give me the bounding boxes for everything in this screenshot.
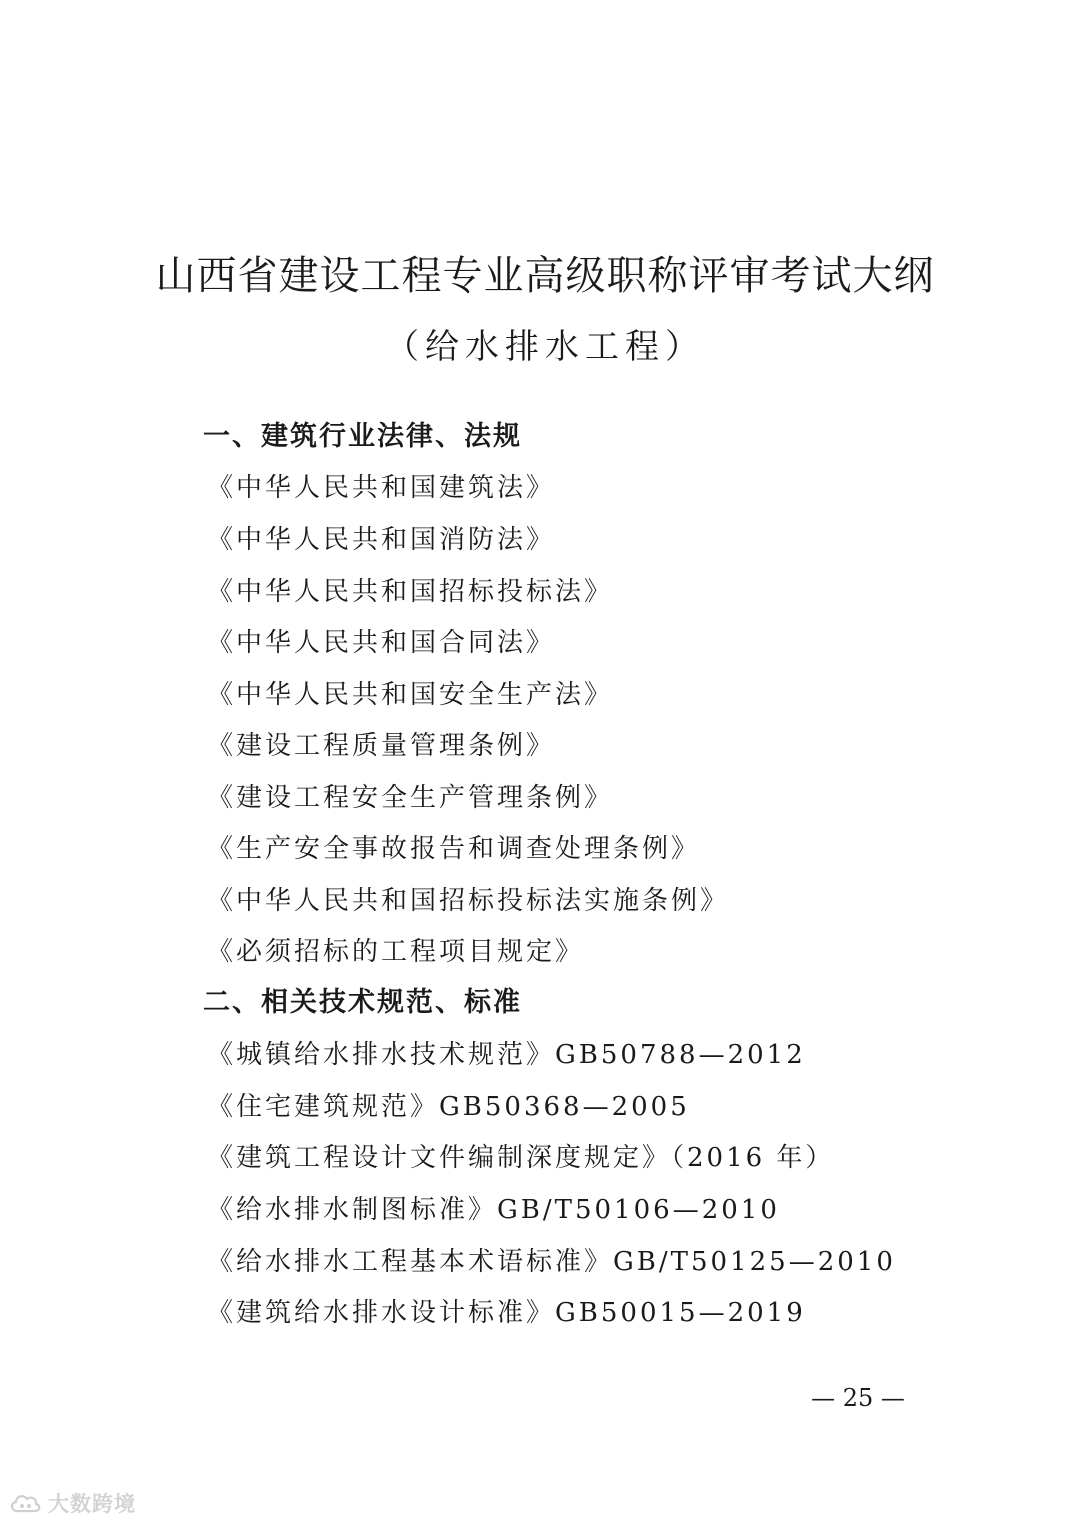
document-title: 山西省建设工程专业高级职称评审考试大纲: [155, 253, 935, 299]
section-heading-standards: 二、相关技术规范、标准: [203, 987, 522, 1018]
list-item: 《生产安全事故报告和调查处理条例》: [207, 834, 701, 864]
page-number: — 25 —: [811, 1384, 905, 1412]
section-heading-laws: 一、建筑行业法律、法规: [203, 421, 522, 452]
list-item: 《中华人民共和国建筑法》: [207, 473, 556, 503]
list-item: 《建筑工程设计文件编制深度规定》（2016 年）: [207, 1143, 835, 1173]
list-item: 《给水排水工程基本术语标准》GB/T50125—2010: [207, 1247, 896, 1277]
list-item: 《建筑给水排水设计标准》GB50015—2019: [207, 1298, 806, 1328]
list-item: 《给水排水制图标准》GB/T50106—2010: [207, 1195, 780, 1225]
list-item: 《中华人民共和国消防法》: [207, 525, 556, 555]
watermark: [8, 1488, 136, 1518]
list-item: 《建设工程质量管理条例》: [207, 731, 556, 761]
list-item: 《中华人民共和国安全生产法》: [207, 680, 614, 710]
list-item: 《中华人民共和国合同法》: [207, 628, 556, 658]
list-item: 《中华人民共和国招标投标法》: [207, 577, 614, 607]
list-item: 《建设工程安全生产管理条例》: [207, 783, 614, 813]
list-item: 《城镇给水排水技术规范》GB50788—2012: [207, 1040, 806, 1070]
document-subtitle: （给水排水工程）: [385, 327, 705, 367]
list-item: 《中华人民共和国招标投标法实施条例》: [207, 886, 730, 916]
watermark-text: 大数跨境: [48, 1492, 136, 1516]
list-item: 《必须招标的工程项目规定》: [207, 937, 585, 967]
cloud-logo-icon: [8, 1491, 42, 1515]
list-item: 《住宅建筑规范》GB50368—2005: [207, 1092, 690, 1122]
